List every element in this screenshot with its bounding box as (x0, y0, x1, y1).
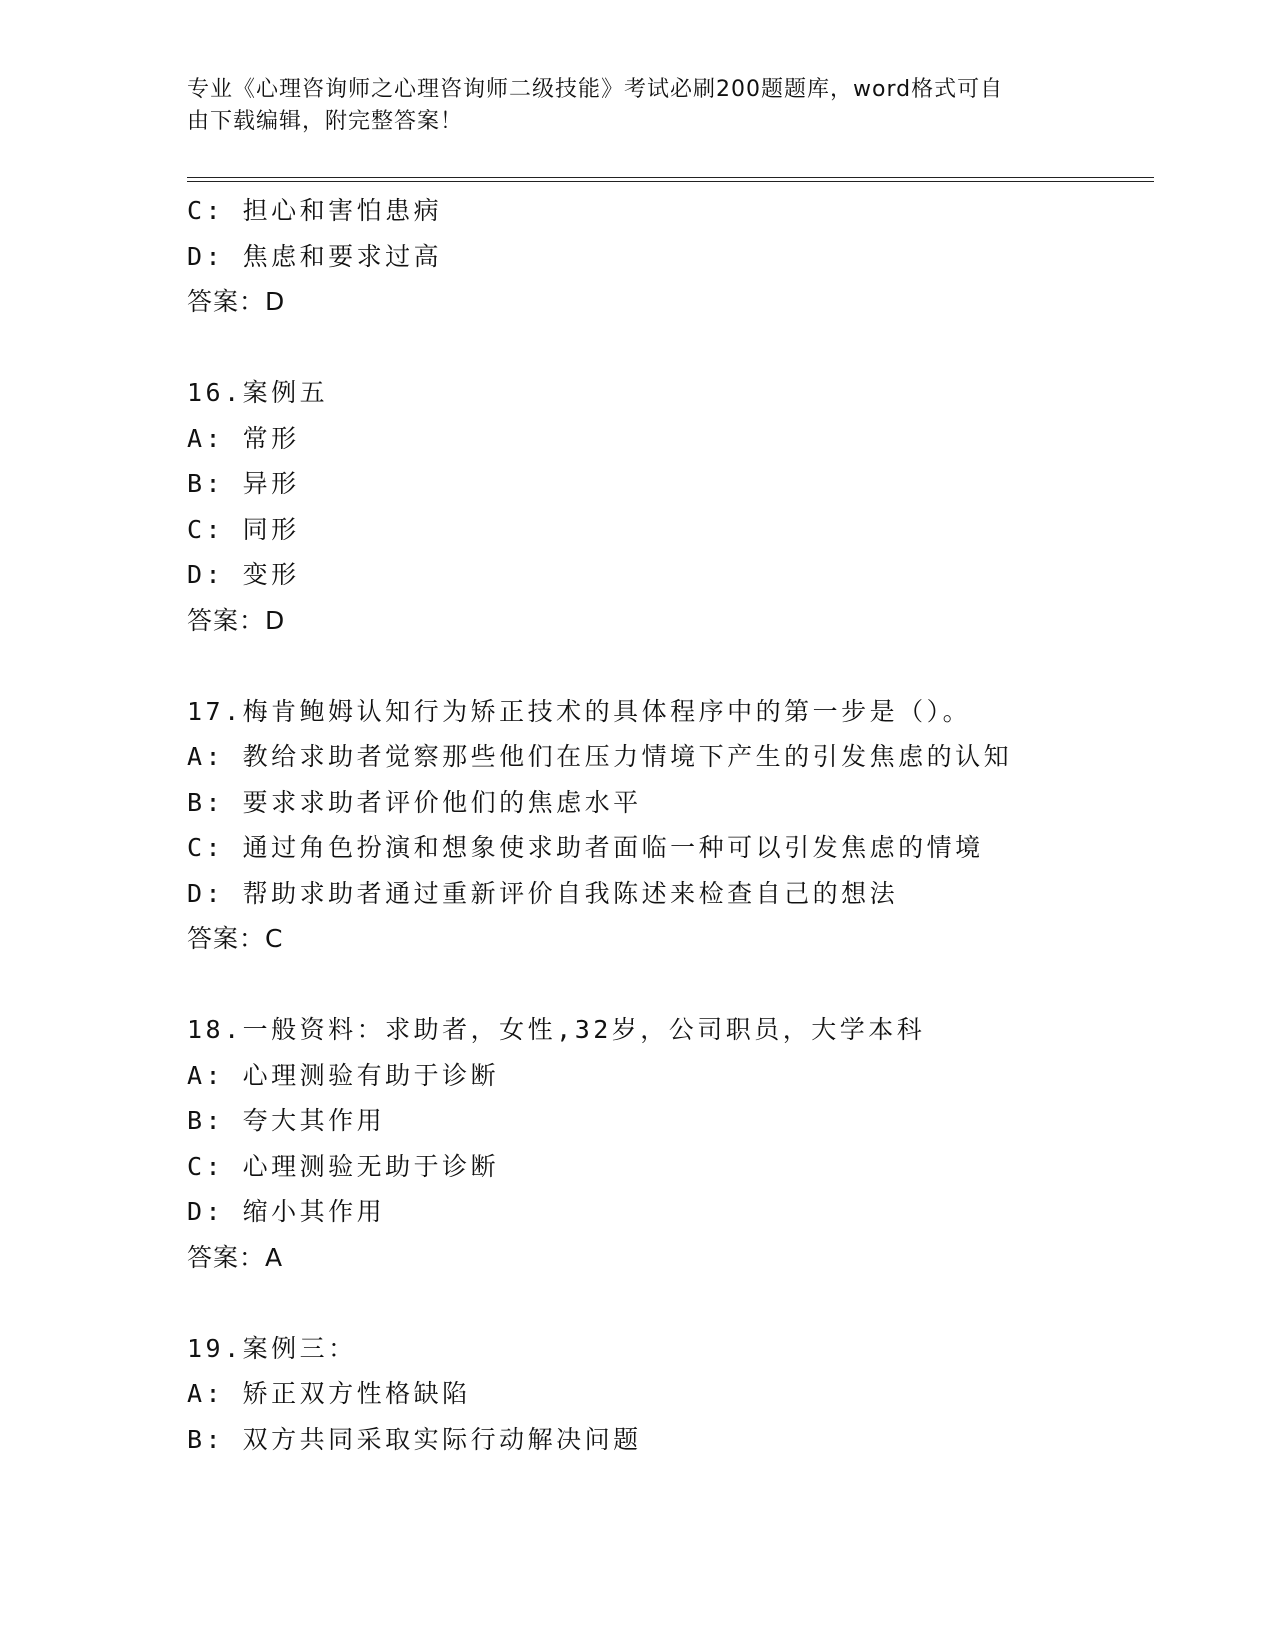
header-line-1: 专业《心理咨询师之心理咨询师二级技能》考试必刷200题题库，word格式可自 (187, 77, 1004, 102)
answer: 答案：A (187, 1242, 284, 1272)
option-d: D: 帮助求助者通过重新评价自我陈述来检查自己的想法 (187, 878, 899, 908)
document-header (187, 74, 1087, 138)
answer: 答案：D (187, 605, 286, 635)
answer: 答案：C (187, 924, 284, 953)
option-b: B: 要求求助者评价他们的焦虑水平 (187, 787, 642, 817)
option-a: A: 矫正双方性格缺陷 (187, 1379, 471, 1408)
option-a: A: 常形 (187, 423, 300, 453)
option-a: A: 心理测验有助于诊断 (187, 1060, 500, 1090)
option-c: C: 担心和害怕患病 (187, 196, 443, 225)
header-line-2: 由下载编辑，附完整答案！ (187, 109, 464, 134)
spacer (187, 325, 1147, 371)
spacer (187, 962, 1147, 1008)
question-stem: 16.案例五 (187, 378, 329, 407)
question-stem: 18.一般资料：求助者，女性,32岁，公司职员，大学本科 (187, 1015, 926, 1044)
question-stem: 19.案例三： (187, 1333, 357, 1363)
option-b: B: 双方共同采取实际行动解决问题 (187, 1424, 642, 1454)
option-b: B: 夸大其作用 (187, 1106, 386, 1135)
option-d: D: 变形 (187, 560, 300, 589)
header-divider (187, 177, 1154, 182)
option-b: B: 异形 (187, 469, 300, 498)
question-list (187, 188, 1147, 1462)
option-c: C: 同形 (187, 514, 300, 544)
option-d: D: 缩小其作用 (187, 1197, 386, 1226)
option-c: C: 心理测验无助于诊断 (187, 1151, 500, 1181)
option-a: A: 教给求助者觉察那些他们在压力情境下产生的引发焦虑的认知 (187, 742, 1013, 771)
answer: 答案：D (187, 287, 286, 316)
option-c: C: 通过角色扮演和想象使求助者面临一种可以引发焦虑的情境 (187, 833, 984, 862)
spacer (187, 1280, 1147, 1326)
spacer (187, 643, 1147, 689)
option-d: D: 焦虑和要求过高 (187, 241, 443, 271)
question-stem: 17.梅肯鲍姆认知行为矫正技术的具体程序中的第一步是（）。 (187, 696, 972, 726)
